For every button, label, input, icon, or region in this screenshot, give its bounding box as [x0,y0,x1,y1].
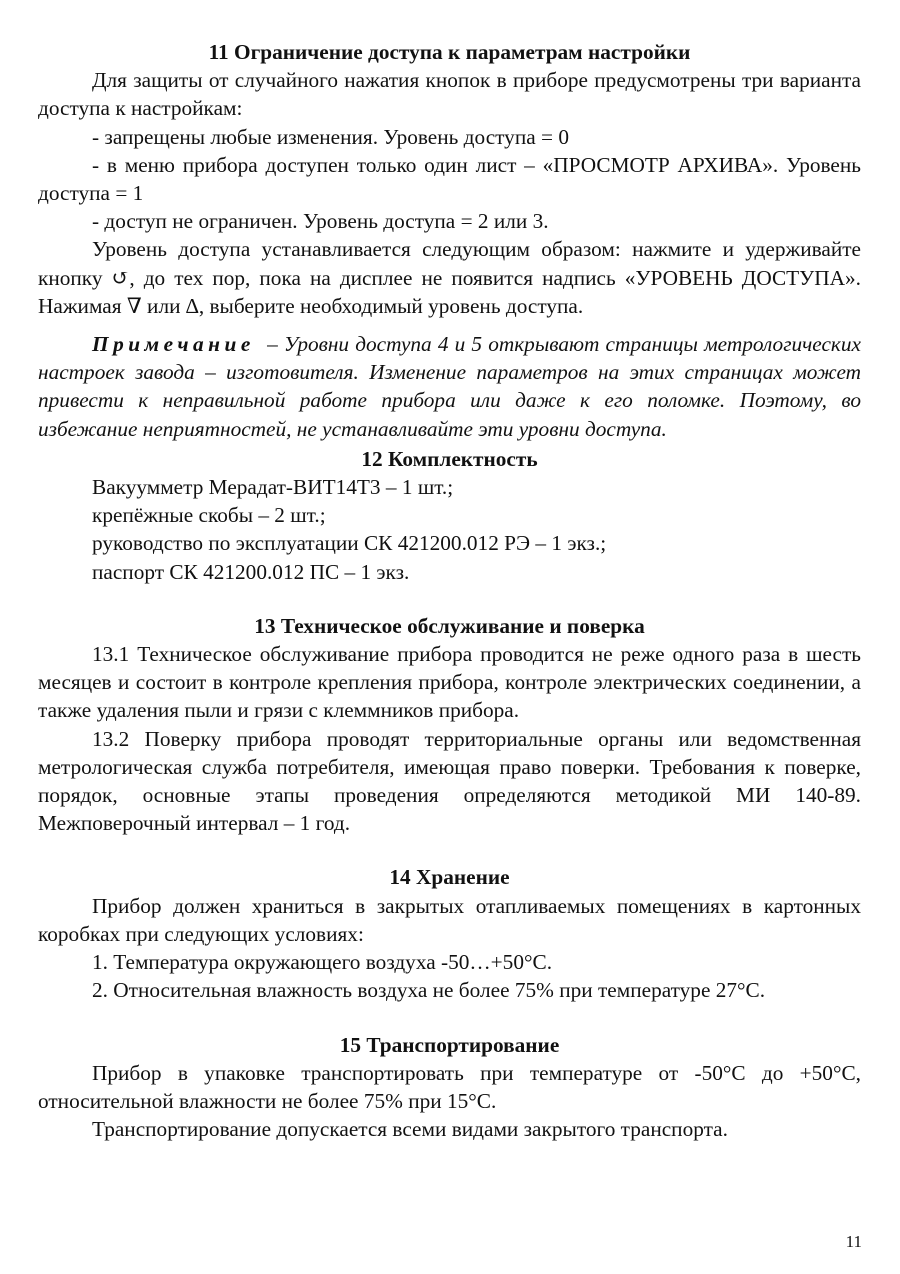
transport-conditions-paragraph: Прибор в упаковке транспортировать при температуре от -50°С до +50°С, относительной влажности не более 75% при 15°С. [38,1060,861,1113]
list-item: паспорт СК 421200.012 ПС – 1 экз. [92,559,410,584]
section-11-intro: Для защиты от случайного нажатия кнопок в приборе предусмотрены три варианта доступа к настройкам: [38,68,861,121]
document-page [38,38,861,1143]
storage-condition-temperature: 1. Температура окружающего воздуха -50…+50°С. [92,950,553,975]
section-13-heading: 13 Техническое обслуживание и поверка [254,613,645,638]
access-level-instructions: Уровень доступа устанавливается следующим образом: нажмите и удерживайте кнопку ↺, до тех пор, пока на дисплее не появится надпись «УРОВЕНЬ ДОСТУПА». Нажимая ∇ или ∆, выберите необходимый уровень доступа. [38,237,861,318]
verification-paragraph: 13.2 Поверку прибора проводят территориальные органы или ведомственная метрологическая служба потребителя, имеющая право поверки. Требования к поверке, порядок, основные этапы проведения определяются методикой МИ 140-89. Межповерочный интервал – 1 год. [38,726,861,836]
section-11-heading: 11 Ограничение доступа к параметрам настройки [208,40,691,64]
section-15-heading: 15 Транспортирование [339,1032,560,1057]
note-text: – Уровни доступа 4 и 5 открывают страницы метрологических настроек завода – изготовителя. Изменение параметров на этих страницах может привести к неправильной работе прибора или даже к его поломке. Поэтому, во избежание неприятностей, не устанавливайте эти уровни доступа. [38,332,861,441]
storage-condition-humidity: 2. Относительная влажность воздуха не более 75% при температуре 27°С. [92,978,766,1003]
list-item: руководство по эксплуатации СК 421200.012 РЭ – 1 экз.; [92,531,607,556]
page-number: 11 [845,1232,862,1251]
access-level-2-item: - доступ не ограничен. Уровень доступа = 2 или 3. [92,209,549,234]
note-paragraph [38,330,861,443]
access-level-1-item: - в меню прибора доступен только один лист – «ПРОСМОТР АРХИВА». Уровень доступа = 1 [38,152,861,206]
access-level-0-item: - запрещены любые изменения. Уровень доступа = 0 [92,124,569,149]
completeness-list [38,473,861,586]
maintenance-paragraph: 13.1 Техническое обслуживание прибора проводится не реже одного раза в шесть месяцев и состоит в контроле крепления прибора, контроле электрических соединении, а также удаления пыли и грязи с клеммников прибора. [38,642,861,723]
section-12-heading: 12 Комплектность [361,446,538,471]
transport-modes-paragraph: Транспортирование допускается всеми видами закрытого транспорта. [92,1117,728,1142]
section-14-heading: 14 Хранение [389,865,510,890]
storage-paragraph: Прибор должен храниться в закрытых отапливаемых помещениях в картонных коробках при следующих условиях: [38,893,861,946]
list-item: крепёжные скобы – 2 шт.; [92,503,326,528]
list-item: Вакуумметр Мерадат-ВИТ14Т3 – 1 шт.; [92,475,454,500]
note-label: Примечание [92,332,255,357]
